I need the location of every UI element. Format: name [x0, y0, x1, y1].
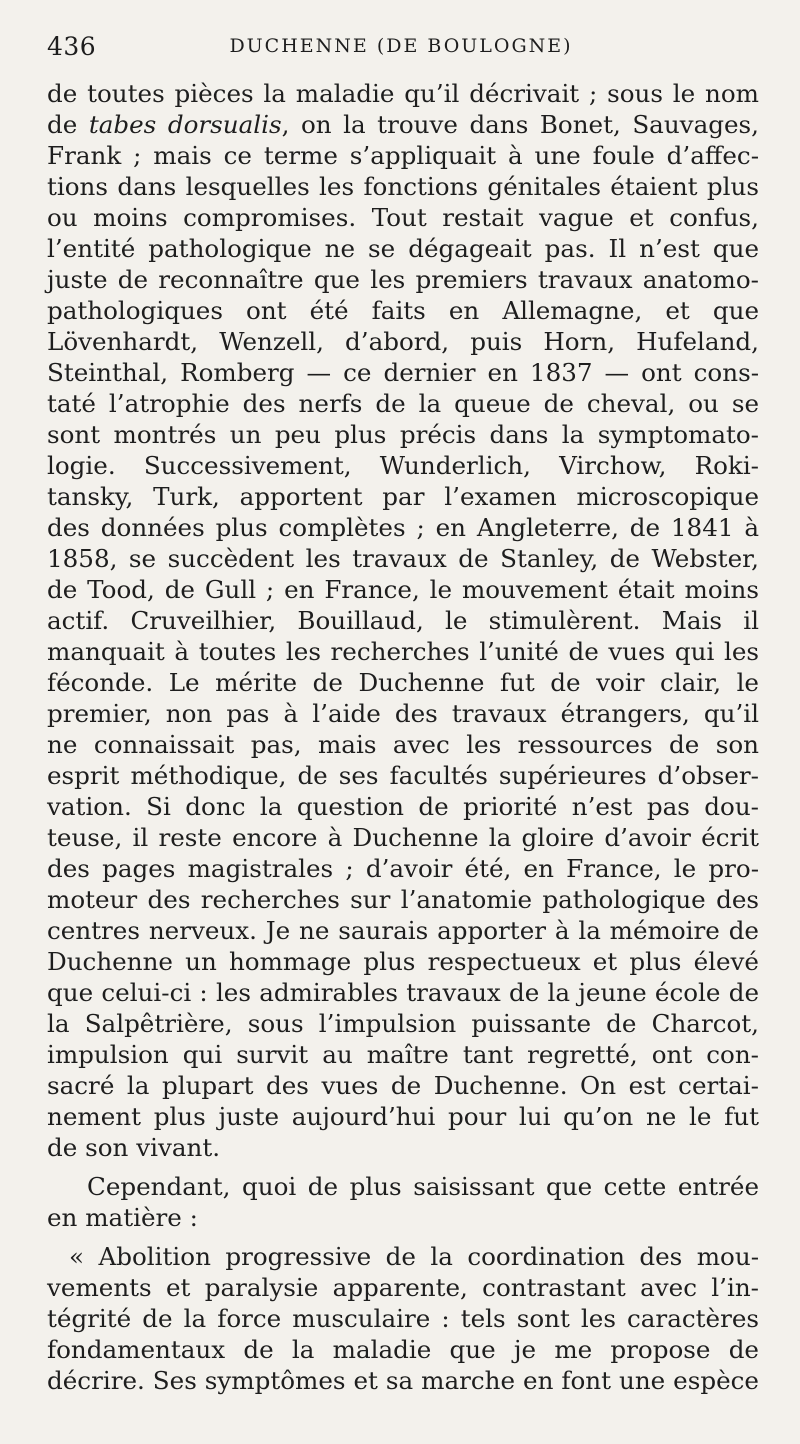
text-line: sacré la plupart des vues de Duchenne. On est certai- [47, 1071, 759, 1100]
text-line: Steinthal, Romberg — ce dernier en 1837 — ont cons- [47, 358, 759, 387]
text-line: de toutes pièces la maladie qu’il décrivait ; sous le nom [47, 79, 759, 108]
text-line: centres nerveux. Je ne saurais apporter à la mémoire de [47, 916, 759, 945]
text-line: teuse, il reste encore à Duchenne la gloire d’avoir écrit [47, 823, 759, 852]
text-line: en matière : [47, 1203, 198, 1232]
italic-term: tabes dorsualis [88, 110, 282, 139]
text-line: fondamentaux de la maladie que je me propose de [47, 1335, 759, 1364]
text-line: décrire. Ses symptômes et sa marche en font une espèce [47, 1366, 759, 1395]
text-line: Duchenne un hommage plus respectueux et plus élevé [47, 947, 759, 976]
text-line: pathologiques ont été faits en Allemagne, et que [47, 296, 759, 325]
text-line: des pages magistrales ; d’avoir été, en France, le pro- [47, 854, 759, 883]
text-line: manquait à toutes les recherches l’unité de vues qui les [47, 637, 759, 666]
text-line: ou moins compromises. Tout restait vague et confus, [47, 203, 759, 232]
text-line: impulsion qui survit au maître tant regretté, ont con- [47, 1040, 759, 1069]
text-line: « Abolition progressive de la coordination des mou- [69, 1242, 759, 1271]
text-fragment: , on la trouve dans Bonet, Sauvages, [281, 110, 759, 139]
text-line: vation. Si donc la question de priorité n’est pas dou- [47, 792, 759, 821]
text-line: tansky, Turk, apportent par l’examen microscopique [47, 482, 759, 511]
text-line: taté l’atrophie des nerfs de la queue de cheval, ou se [47, 389, 759, 418]
text-line: des données plus complètes ; en Angleterre, de 1841 à [47, 513, 759, 542]
text-line: esprit méthodique, de ses facultés supérieures d’obser- [47, 761, 759, 790]
running-head: DUCHENNE (DE BOULOGNE) [229, 35, 573, 57]
text-line: nement plus juste aujourd’hui pour lui qu’on ne le fut [47, 1102, 759, 1131]
text-line: vements et paralysie apparente, contrastant avec l’in- [47, 1273, 759, 1302]
text-line: moteur des recherches sur l’anatomie pathologique des [47, 885, 759, 914]
text-line: Cependant, quoi de plus saisissant que cette entrée [87, 1172, 759, 1201]
text-line: 1858, se succèdent les travaux de Stanley, de Webster, [47, 544, 759, 573]
text-line: tégrité de la force musculaire : tels sont les caractères [47, 1304, 759, 1333]
text-line: ne connaissait pas, mais avec les ressources de son [47, 730, 759, 759]
text-line: la Salpêtrière, sous l’impulsion puissante de Charcot, [47, 1009, 759, 1038]
text-line: de Tood, de Gull ; en France, le mouvement était moins [47, 575, 759, 604]
page-number: 436 [47, 32, 97, 61]
paragraph-spacer [47, 1163, 759, 1171]
text-line: Lövenhardt, Wenzell, d’abord, puis Horn, Hufeland, [47, 327, 759, 356]
text-line: de son vivant. [47, 1133, 221, 1162]
body-text [47, 78, 759, 1396]
text-line: sont montrés un peu plus précis dans la symptomato- [47, 420, 759, 449]
text-line: Frank ; mais ce terme s’appliquait à une foule d’affec- [47, 141, 759, 170]
text-line: juste de reconnaître que les premiers travaux anatomo- [47, 265, 759, 294]
text-line: logie. Successivement, Wunderlich, Virchow, Roki- [47, 451, 759, 480]
text-line: que celui-ci : les admirables travaux de la jeune école de [47, 978, 759, 1007]
text-line: l’entité pathologique ne se dégageait pas. Il n’est que [47, 234, 759, 263]
paragraph-spacer [47, 1233, 759, 1241]
text-line: premier, non pas à l’aide des travaux étrangers, qu’il [47, 699, 759, 728]
text-line: actif. Cruveilhier, Bouillaud, le stimulèrent. Mais il [47, 606, 759, 635]
text-line: tions dans lesquelles les fonctions génitales étaient plus [47, 172, 759, 201]
text-line: féconde. Le mérite de Duchenne fut de voir clair, le [47, 668, 759, 697]
text-line [47, 109, 759, 140]
text-fragment: de [47, 110, 89, 139]
page-header [47, 32, 755, 68]
